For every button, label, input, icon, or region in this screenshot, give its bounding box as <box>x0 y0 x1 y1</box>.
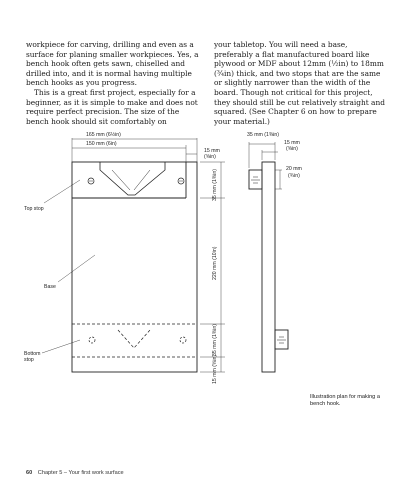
dim-width-inner: 150 mm (6in) <box>86 141 117 147</box>
side-view-top-stop <box>249 170 262 189</box>
dim-top-stop-depth: 35 mm (1⅜in) <box>212 169 218 201</box>
side-view-base <box>262 162 275 372</box>
callout-top-stop: Top stop <box>24 206 44 212</box>
body-paragraph: This is a great first project, especially for a beginner, as it is simple to make and does not require perfect precision. The size of the bench hook should sit comfortably on <box>26 87 198 126</box>
body-paragraph: your tabletop. You will need a base, preferably a flat manufactured board like plywood or MDF about 12mm (½in) to 18mm (¾in) thick, and two stops that are the same or slightly narrower than the width of the board. Though not critical for this project, they should still be cut relatively straight and squared. (See Chapter 6 on how to prepare your material.) <box>214 40 385 126</box>
chapter-title: Chapter 5 – Your first work surface <box>37 470 124 476</box>
callout-base: Base <box>44 284 56 290</box>
dim-side-stop-height: 20 mm <box>286 166 302 172</box>
figure-caption: Illustration plan for making a bench hook. <box>310 394 380 408</box>
callout-bottom-stop-line1: Bottom <box>24 351 41 357</box>
dim-side-stop-height-in: (¾in) <box>288 173 300 179</box>
dim-side-depth: 35 mm (1⅜in) <box>247 132 279 138</box>
callout-bottom-stop-line2: stop <box>24 357 34 363</box>
dim-bottom-stop-depth: 35 mm (1⅜in) <box>212 324 218 356</box>
dim-width-overall: 165 mm (6½in) <box>86 132 121 138</box>
page-footer <box>26 470 124 476</box>
dim-stop-gap: 15 mm <box>204 148 220 154</box>
dim-bottom-offset: 15 mm (⅝in) <box>212 354 218 384</box>
side-view-bottom-stop <box>275 330 288 349</box>
dim-stop-gap-in: (⅝in) <box>204 154 216 160</box>
dim-side-thickness: 15 mm <box>284 140 300 146</box>
page-number: 60 <box>26 470 33 476</box>
body-paragraph: workpiece for carving, drilling and even as a surface for planing smaller workpieces. Yes, a bench hook often gets sawn, chiselled and drilled into, and it is normal having multiple bench hooks as you progress. <box>26 40 199 88</box>
base-board <box>72 162 197 372</box>
dim-board-length: 220 mm (10in) <box>212 246 218 280</box>
dim-side-thickness-in: (⅝in) <box>286 146 298 152</box>
